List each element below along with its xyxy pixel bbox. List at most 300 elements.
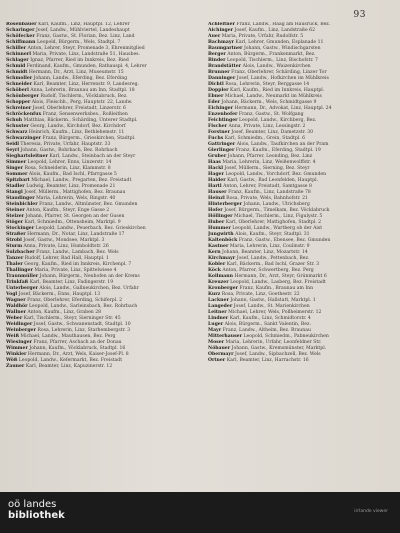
directory-entry (208, 274, 386, 279)
entry-details: Franz, Sensenwerksbes., Roßleithen (42, 112, 128, 117)
entry-name: Schwarzinger (6, 136, 42, 141)
entry-details: Leopold, Tischlerm., Linz, Bischofstr. 7 (227, 58, 318, 63)
directory-entry (6, 346, 184, 351)
entry-name: Stangl (6, 190, 23, 195)
entry-name: Bachmayr (208, 40, 234, 45)
entry-name: Köck (208, 268, 221, 273)
entry-name: Hartl (208, 184, 222, 189)
entry-details: Rosa, Lehrerin, Steyr, Berggasse 14 (225, 82, 310, 87)
entry-details: Karl, Kaufm., Linz, Hauptpl. 12, Lehrer (38, 22, 130, 27)
entry-name: Binder (208, 58, 226, 63)
entry-name: Eichinger (208, 106, 234, 111)
entry-name: Kobler (208, 262, 226, 267)
entry-name: Hager (208, 172, 224, 177)
entry-name: Staudinger (6, 196, 35, 201)
entry-name: Wöß (6, 358, 18, 363)
entry-details: Matthias, Bäckerm., Schärding, Unterer Stadtpl. (23, 118, 138, 123)
entry-name: Höllinger (208, 214, 233, 219)
directory-entry (208, 142, 386, 147)
entry-name: Unterberger (6, 286, 38, 291)
directory-entry (6, 340, 184, 345)
entry-name: Hummer (208, 226, 231, 231)
entry-name: Brandstätter (208, 64, 242, 69)
library-logo[interactable] (8, 499, 65, 521)
entry-name: Seyrl (6, 148, 20, 153)
entry-details: Georg, Kaufm., Ried im Innkreis, Kirchenpl. 7 (24, 262, 132, 267)
entry-details: Franz, Oberlehrer, Eferding, Schiferpl. 2 (27, 298, 123, 303)
directory-entry (6, 316, 184, 321)
directory-entry (6, 220, 184, 225)
entry-details: Franz, Oberlehrer, Schärding, Linzer Tor (231, 70, 327, 75)
directory-entry (208, 70, 386, 75)
entry-details: Ludwig, Beamter, Linz, Promenade 21 (26, 184, 116, 189)
directory-entry (6, 160, 184, 165)
directory-entry (6, 358, 184, 363)
entry-name: Hauser (208, 190, 227, 195)
entry-details: Karl, Kaufm., Ried im Innkreis, Hauptpl. (230, 88, 325, 93)
entry-details: Alois, Kaufm., Bad Ischl, Pfarrgasse 5 (28, 172, 117, 177)
entry-name: Schönberger (6, 94, 39, 99)
entry-details: Hermann, Dr., Advokat, Linz, Hauptpl. 24 (234, 106, 332, 111)
entry-details: Michael, Landw., Pregarten, Bez. Freistadt (31, 178, 132, 183)
entry-name: Feichtinger (208, 118, 238, 123)
entry-details: Anton, Bürgerm., Frankenmarkt, Bez. (227, 52, 316, 57)
directory-entry (208, 22, 386, 27)
entry-name: Thallinger (6, 268, 33, 273)
directory-entry (208, 148, 386, 153)
entry-details: Alois, Landw., Gallneukirchen, Bez. Urfahr (39, 286, 139, 291)
entry-details: Michael, Lehrer, Wels, Pollheimerstr. 12 (228, 310, 322, 315)
entry-name: Fischer (208, 124, 228, 129)
directory-entry (208, 124, 386, 129)
entry-name: Sturm (6, 244, 23, 249)
directory-entry (208, 88, 386, 93)
entry-name: Wimmer (6, 346, 28, 351)
entry-name: Sommer (6, 172, 28, 177)
entry-name: Schuster (6, 124, 29, 129)
directory-entry (208, 292, 386, 297)
entry-name: Weber (6, 316, 23, 321)
directory-entry (208, 358, 386, 363)
directory-entry (6, 46, 184, 51)
entry-name: Berger (208, 52, 226, 57)
entry-details: Alois, Landw., Taufkirchen an der Pram (236, 142, 329, 147)
directory-entry (6, 184, 184, 189)
entry-details: Johann, Landw., Eferding, Bez. Eferding (33, 76, 128, 81)
entry-name: Auer (208, 34, 221, 39)
entry-details: Franz, Kaufm., Eferding, Stadtpl. 19 (235, 148, 321, 153)
directory-entry (208, 322, 386, 327)
entry-name: Waldhör (6, 304, 28, 309)
entry-details: Leopold, Bürgerm., Wels, Stadtpl. 7 (36, 40, 121, 45)
entry-details: Maria, Lehrerin, Linz, Coulinstr. 9 (229, 244, 310, 249)
entry-details: Leopold, Landw., Kefermarkt, Bez. Freistadt (18, 358, 123, 363)
directory-entry (6, 88, 184, 93)
directory-entry (6, 166, 184, 171)
directory-entry (6, 310, 184, 315)
directory-entry (208, 106, 386, 111)
entry-details: Anna, Private, Linz, Humboldtstr. 26 (23, 244, 109, 249)
entry-details: Michael, Landw., Mauthausen, Bez. Perg (20, 334, 116, 339)
entry-details: Michael, Landw., Neumarkt im Mühlkreis (224, 94, 322, 99)
entry-details: Karl, Schmiedm., Ottensheim, Marktpl. 9 (24, 220, 121, 225)
entry-details: Theresia, Private, Urfahr, Hauptstr. 33 (20, 142, 111, 147)
directory-entry (208, 316, 386, 321)
entry-name: Schiller (6, 46, 27, 51)
entry-name: Schöfecker (6, 34, 35, 39)
entry-details: Josef, Beamter, Linz, Dametzstr. 30 (231, 130, 314, 135)
entry-name: Obermayr (208, 352, 234, 357)
entry-name: Schreiner (6, 106, 32, 111)
entry-name: Rosenbauer (6, 22, 37, 27)
directory-entry (6, 178, 184, 183)
entry-details: Franz, Landw., Lambach, Bez. Wels (36, 250, 119, 255)
entry-details: Josef, Landw., St. Marienkirchen (233, 304, 310, 309)
entry-name: Stelzer (6, 214, 25, 219)
entry-details: Josef, Kaufm., Linz, Landstraße 62 (234, 28, 316, 33)
entry-name: Kreuzer (208, 280, 229, 285)
entry-details: Leopold, Landw., Kirchberg, Bez. (239, 118, 317, 123)
directory-entry (208, 226, 386, 231)
directory-entry (208, 100, 386, 105)
directory-entry (6, 34, 184, 39)
entry-name: Schinnerl (6, 52, 31, 57)
directory-entry (6, 304, 184, 309)
directory-entry (208, 178, 386, 183)
entry-name: Langeder (208, 304, 233, 309)
directory-entry (208, 160, 386, 165)
entry-name: Schlager (6, 58, 29, 63)
directory-entry (208, 46, 386, 51)
entry-details: Hermann, Dr., Arzt, Linz, Museumstr. 15 (28, 70, 124, 75)
directory-entry (6, 58, 184, 63)
directory-entry (6, 190, 184, 195)
entry-name: Seidl (6, 142, 19, 147)
entry-details: Anton, Pfarrer, Schwertberg, Bez. Perg (222, 268, 314, 273)
entry-name: Schiffmann (6, 40, 36, 45)
entry-name: Kaltenböck (208, 238, 238, 243)
directory-entry (6, 124, 184, 129)
directory-entry (6, 112, 184, 117)
entry-details: Leopold, Landw., Sarleinsbach, Bez. Rohrbach (29, 304, 138, 309)
directory-entry (208, 118, 386, 123)
directory-entry (208, 256, 386, 261)
directory-entry (208, 76, 386, 81)
entry-name: Kern (208, 250, 221, 255)
entry-details: Johann, Pfarrer, St. Georgen an der Gusen (25, 214, 125, 219)
entry-details: Josef, Landw., Hofkirchen im Mühlkreis (236, 76, 329, 81)
directory-entry (6, 352, 184, 357)
entry-details: Rudolf, Tischlerm., Vöcklabruck, Bez. (40, 94, 128, 99)
entry-details: Franz, Landw., Haag am Hausruck, Bez. (236, 22, 331, 27)
directory-entry (208, 136, 386, 141)
directory-entry (208, 232, 386, 237)
logo-line-1: oö landes (8, 499, 57, 510)
entry-details: Josef, Müllerm., Sierning, Bez. Steyr (224, 166, 310, 171)
entry-name: Huber (208, 220, 225, 225)
entry-name: Schuh (6, 118, 23, 123)
directory-entry (6, 52, 184, 57)
entry-details: Rosa, Lehrerin, Linz, Starhembergstr. 3 (37, 328, 131, 333)
entry-name: Schwarz (6, 130, 28, 135)
entry-details: Karl, Beamter, Linz, Herrenstr. 9, Landesreg. (33, 82, 139, 87)
entry-details: Anton, Lehrer, Steyr, Promenade 3, Ehrenmitglied (27, 46, 145, 51)
entry-name: Steinbichler (6, 202, 38, 207)
directory-entry (208, 214, 386, 219)
entry-name: Zauner (6, 364, 25, 369)
entry-name: Sieghartsleitner (6, 154, 48, 159)
entry-details: Josef, Bäckerm., Enns, Hauptpl. 13 (18, 292, 101, 297)
entry-name: Traunmüller (6, 274, 39, 279)
entry-name: Strobl (6, 238, 22, 243)
directory-entry (208, 112, 386, 117)
directory-entry (208, 82, 386, 87)
entry-name: Wagner (6, 298, 26, 303)
entry-name: Schopper (6, 100, 31, 105)
directory-entry (6, 82, 184, 87)
entry-name: Spitzbart (6, 178, 30, 183)
entry-name: Straßer (6, 232, 26, 237)
entry-name: Wiesinger (6, 340, 32, 345)
directory-entry (208, 280, 386, 285)
entry-name: Hackl (208, 166, 224, 171)
entry-name: Nöbauer (208, 346, 231, 351)
directory-entry (208, 34, 386, 39)
directory-entry (208, 346, 386, 351)
entry-name: Winkler (6, 352, 27, 357)
directory-entry (208, 40, 386, 45)
entry-details: Rosa, Private, Linz, Goethestr. 22 (221, 292, 300, 297)
entry-details: Johann, Landw., Ulrichsberg (243, 202, 310, 207)
directory-entry (6, 130, 184, 135)
entry-details: Leopold, Lehrer, Enns, Linzerstr. 14 (27, 160, 112, 165)
entry-details: Anton, Kaufm., Linz, Graben 28 (27, 310, 102, 315)
entry-details: Anton, Lehrer, Freistadt, Samtgasse 8 (223, 184, 312, 189)
entry-name: Vogl (6, 292, 18, 297)
entry-name: Scharinger (6, 28, 35, 33)
entry-details: Karl, Lehrer, Gmunden, Esplanade 11 (235, 40, 324, 45)
directory-entry (208, 244, 386, 249)
entry-details: Rosa, Private, Wels, Bahnhofstr. 21 (226, 196, 308, 201)
entry-details: Karl, Oberlehrer, Mattighofen, Stadtpl. 2 (225, 220, 322, 225)
entry-name: Luger (208, 322, 224, 327)
directory-entry (6, 154, 184, 159)
directory-entry (6, 256, 184, 261)
directory-entry (6, 136, 184, 141)
directory-entry (6, 226, 184, 231)
entry-details: Hermann, Dr., Arzt, Steyr, Grünmarkt 6 (234, 274, 327, 279)
directory-entry (208, 166, 386, 171)
entry-details: Anna, Lehrerin, Braunau am Inn, Stadtpl. 18 (30, 88, 135, 93)
entry-details: Johann, Gastw., Hallstatt, Marktpl. 1 (230, 298, 316, 303)
entry-details: Franz, Kaufm., Braunau am Inn (239, 286, 314, 291)
entry-name: Stöger (6, 220, 24, 225)
entry-details: Michael, Tischlerm., Linz, Figulystr. 5 (234, 214, 323, 219)
directory-entry (6, 202, 184, 207)
entry-name: Brunner (208, 70, 230, 75)
entry-name: Ebner (208, 94, 224, 99)
entry-name: Kastner (208, 244, 229, 249)
directory-entry (6, 244, 184, 249)
directory-entry (6, 118, 184, 123)
entry-name: Weinberger (6, 328, 36, 333)
entry-details: Karl, Beamter, Linz, Kapuzinerstr. 12 (25, 364, 113, 369)
entry-details: Rudolf, Lehrer, Bad Hall, Hauptpl. 1 (24, 256, 109, 261)
directory-entry (6, 94, 184, 99)
entry-details: Johann, Pfarrer, Leonding, Bez. Linz (227, 154, 313, 159)
directory-entry (6, 172, 184, 177)
entry-details: Maria, Private, Urfahr, Rudolfstr. 5 (221, 34, 304, 39)
entry-name: Singer (6, 166, 23, 171)
entry-name: Doppler (208, 88, 229, 93)
entry-name: Hofer (208, 208, 223, 213)
entry-name: Forstner (208, 130, 230, 135)
entry-details: Maria, Lehrerin, Urfahr, Leonfeldner Str. (225, 340, 322, 345)
directory-entry (208, 250, 386, 255)
entry-name: Steiner (6, 208, 25, 213)
entry-details: Johann, Gastw., Windischgarsten (243, 46, 321, 51)
entry-details: Maria, Private, Linz, Spittelwiese 4 (34, 268, 117, 273)
directory-entry (6, 334, 184, 339)
entry-details: Josef, Oberlehrer, Freistadt, Linzerstr. 6 (32, 106, 126, 111)
directory-entry (208, 172, 386, 177)
entry-details: Karl, Gastw., Bad Leonfelden, Hauptpl. (227, 178, 319, 183)
directory-entry (208, 334, 386, 339)
directory-entry (6, 250, 184, 255)
entry-details: Johann, Kaufm., Vöcklabruck, Stadtpl. 16 (29, 346, 126, 351)
entry-details: Josef, Gastw., Schwanenstadt, Stadtpl. 10 (33, 322, 131, 327)
directory-entry (208, 52, 386, 57)
entry-name: Gattringer (208, 142, 236, 147)
entry-details: Josef, Müllerm., Mattighofen, Bez. Braunau (24, 190, 126, 195)
entry-details: Maria, Private, Linz, Landstraße 51, Hausbes. (32, 52, 140, 57)
entry-details: Karl, Landw., Steinbach an der Steyr (49, 154, 136, 159)
directory-entry (208, 328, 386, 333)
entry-name: Moser (208, 340, 225, 345)
entry-name: Sulzbacher (6, 250, 35, 255)
directory-entry (6, 364, 184, 369)
directory-entry (208, 28, 386, 33)
entry-name: Weiß (6, 334, 19, 339)
directory-entry (208, 238, 386, 243)
directory-entry (6, 100, 184, 105)
entry-details: Leopold, Landw., Vorchdorf, Bez. Gmunden (225, 172, 327, 177)
entry-name: Hinterberger (208, 202, 243, 207)
entry-name: Schmid (6, 64, 26, 69)
entry-details: Franz, Pfarrer, Aschach an der Donau (33, 340, 122, 345)
entry-details: Alois, Kaufm., Steyr, Stadtpl. 31 (235, 232, 310, 237)
entry-name: Schmoller (6, 76, 33, 81)
entry-name: Leitner (208, 310, 227, 315)
directory-entry (208, 298, 386, 303)
entry-name: Weidinger (6, 322, 33, 327)
entry-details: Hermann, Dr., Arzt, Wels, Kaiser-Josef-Pl. 8 (27, 352, 129, 357)
directory-entry (6, 106, 184, 111)
directory-entry (6, 274, 184, 279)
entry-name: Baumgartner (208, 46, 243, 51)
entry-details: Josef, Landw., Sipbachzell, Bez. Wels (234, 352, 321, 357)
entry-details: Josef, Landw., Mühlviertel, Landeshaupt (35, 28, 130, 33)
directory-entry (6, 328, 184, 333)
entry-name: Schröckenfux (6, 112, 42, 117)
entry-details: Karl, Schmiedm., Grein, Stadtpl. 6 (224, 136, 306, 141)
directory-entry (6, 286, 184, 291)
entry-details: Anton, Kaufm., Steyr, Enge Gasse 2 (26, 208, 110, 213)
entry-name: Gierlinger (208, 148, 235, 153)
entry-name: Mitterhauser (208, 334, 243, 339)
entry-name: Jungwirth (208, 232, 234, 237)
entry-details: Alois, Bürgerm., Sankt Valentin, Bez. (224, 322, 311, 327)
directory-entry (6, 64, 184, 69)
directory-entry (6, 322, 184, 327)
entry-details: Alois, Fleischh., Perg, Hauptstr. 22, Landw. (31, 100, 133, 105)
entry-name: Danninger (208, 76, 236, 81)
entry-details: Alois, Landw., Waizenkirchen (242, 64, 311, 69)
directory-entry (208, 154, 386, 159)
entry-details: Franz, Bürgerm., Grieskirchen, Stadtpl. (42, 136, 136, 141)
entry-details: Johann, Beamter, Linz, Mozartstr. 14 (222, 250, 308, 255)
directory-entry (6, 70, 184, 75)
directory-entry (208, 94, 386, 99)
right-column (208, 22, 386, 490)
entry-details: Franz, Kaufm., Linz, Landstraße 78 (228, 190, 311, 195)
directory-entry (6, 196, 184, 201)
entry-name: Achleitner (208, 22, 235, 27)
entry-details: Josef, Bürgerm., Timelkam, Bez. Vöcklabruck (224, 208, 330, 213)
entry-name: Stockinger (6, 226, 35, 231)
entry-name: Fuchs (208, 136, 224, 141)
entry-name: Trinkfaß (6, 280, 29, 285)
entry-details: Johann, Gastw., Kremsmünster, Marktpl. (231, 346, 327, 351)
entry-details: Leopold, Landw., Wartberg ob der Aist (232, 226, 323, 231)
directory-entry (6, 298, 184, 303)
entry-details: Anna, Private, Linz, Lessingstr. 2 (228, 124, 306, 129)
directory-entry (208, 304, 386, 309)
entry-name: Ortner (208, 358, 226, 363)
entry-details: Leopold, Landw., Lasberg, Bez. Freistadt (230, 280, 326, 285)
entry-name: Haas (208, 160, 221, 165)
directory-entry (208, 352, 386, 357)
entry-name: Kurz (208, 292, 221, 297)
directory-entry (6, 76, 184, 81)
entry-name: Enzenhofer (208, 112, 238, 117)
entry-details: Hermann, Dr., Notar, Linz, Landstraße 17 (27, 232, 125, 237)
logo-line-2: bibliothek (8, 510, 65, 521)
directory-entry (6, 208, 184, 213)
entry-name: Tanzer (6, 256, 24, 261)
entry-name: Simmer (6, 160, 27, 165)
directory-entry (6, 40, 184, 45)
entry-details: Ferdinand, Kaufm., Gmunden, Rathauspl. 4, Lehrer (26, 64, 147, 69)
entry-details: Johann, Bürgerm., Neuhofen an der Krems (39, 274, 140, 279)
entry-details: Josef, Landw., Pettenbach, Bez. (236, 256, 310, 261)
entry-details: Karl, Beamter, Linz, Harrachstr. 16 (226, 358, 309, 363)
entry-name: Schneider (6, 82, 33, 87)
directory-entry (208, 130, 386, 135)
directory-entry (208, 202, 386, 207)
entry-details: Heinrich, Kaufm., Linz, Bethlehemstr. 11 (28, 130, 125, 135)
directory-entry (6, 268, 184, 273)
directory-entry (6, 148, 184, 153)
entry-details: Karl, Tischlerm., Steyr, Sierninger Str. 45 (23, 316, 121, 321)
entry-name: Kirchmayr (208, 256, 236, 261)
directory-entry (208, 190, 386, 195)
viewer-credit: irrlande viewer (354, 509, 388, 514)
entry-details: Maria, Lehrerin, Linz, Weißenwolffstr. 4 (222, 160, 316, 165)
directory-entry (6, 232, 184, 237)
directory-entry (208, 64, 386, 69)
entry-details: Franz, Gastw., St. Wolfgang (238, 112, 304, 117)
